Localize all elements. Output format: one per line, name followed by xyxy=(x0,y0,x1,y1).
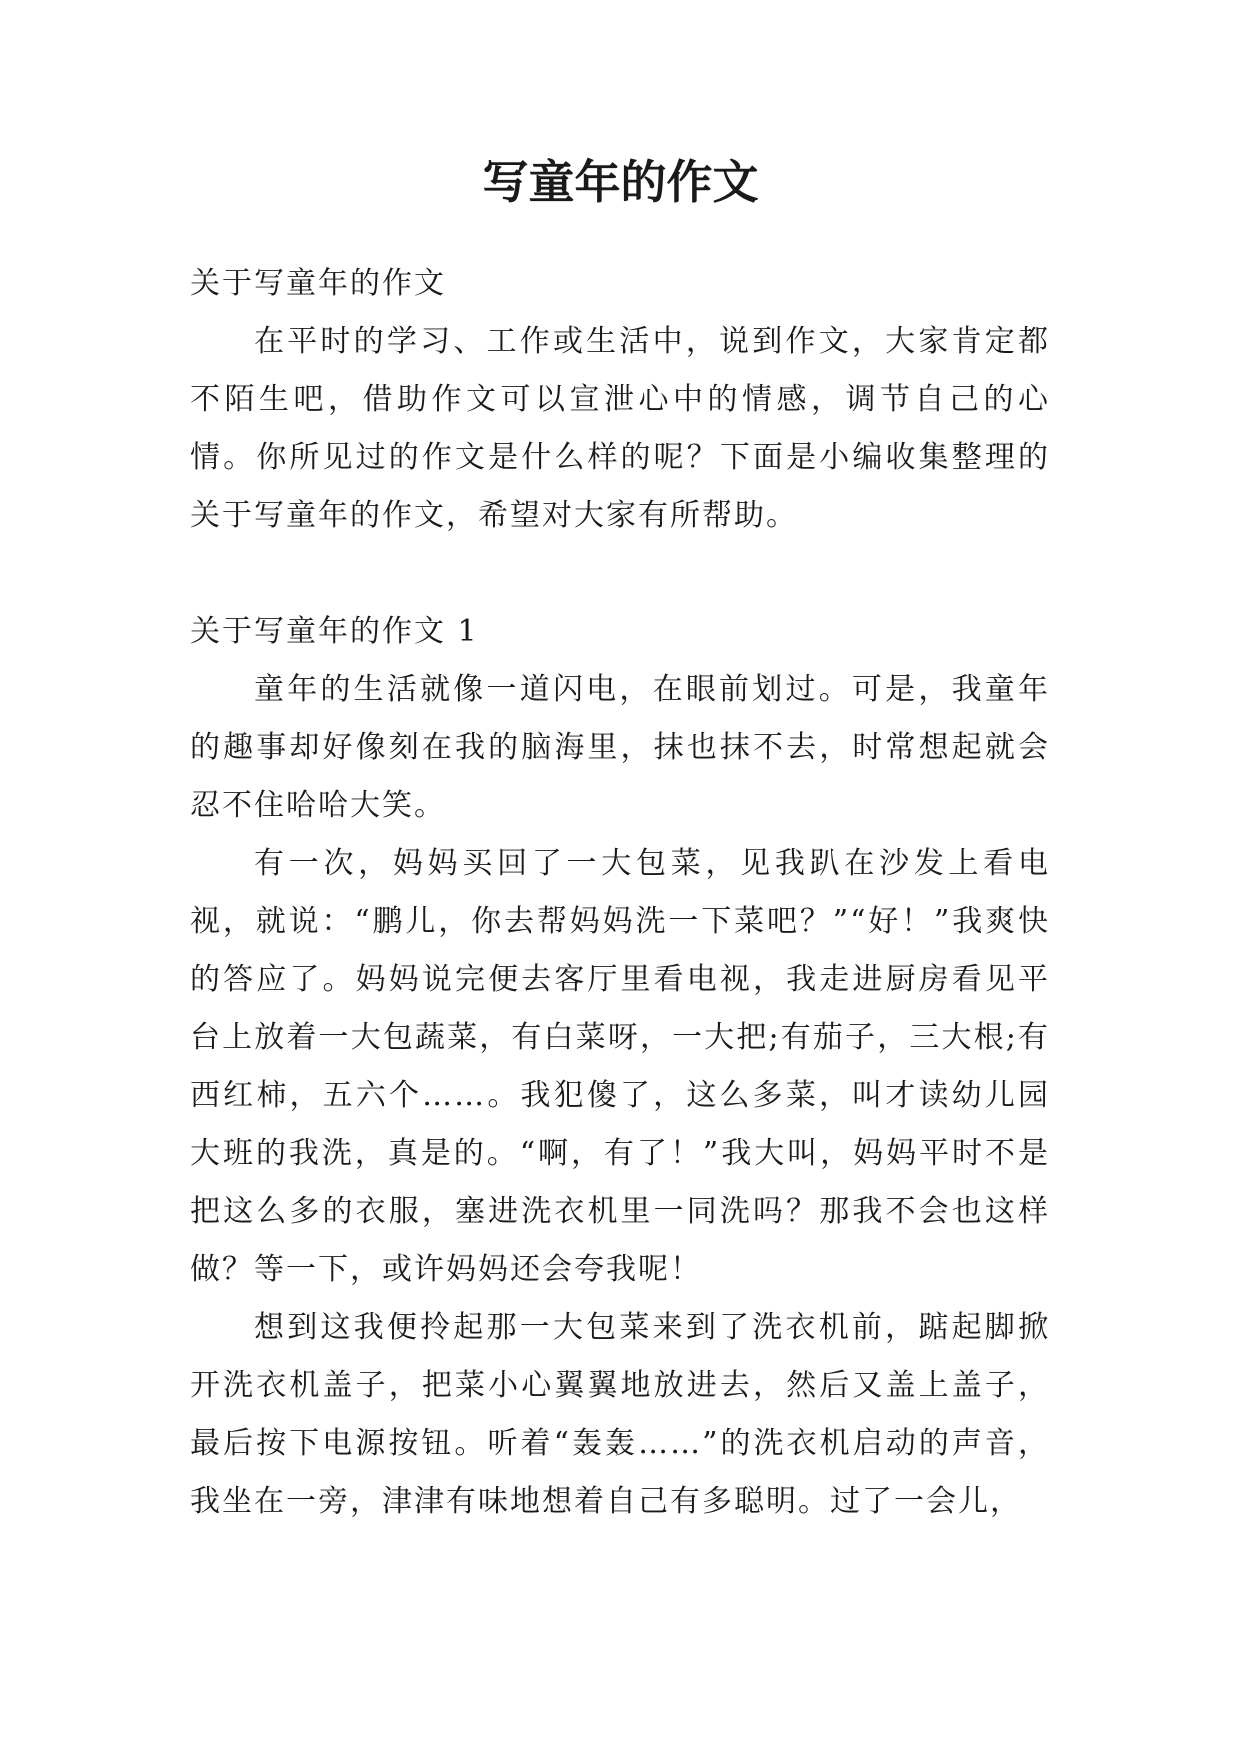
intro-paragraph: 在平时的学习、工作或生活中，说到作文，大家肯定都不陌生吧，借助作文可以宣泄心中的情感，调节自己的心情。你所见过的作文是什么样的呢？下面是小编收集整理的关于写童年的作文，希望对大家有所帮助。 xyxy=(190,324,1050,533)
section1-paragraph-3: 想到这我便拎起那一大包菜来到了洗衣机前，踮起脚掀开洗衣机盖子，把菜小心翼翼地放进去，然后又盖上盖子，最后按下电源按钮。听着“轰轰……”的洗衣机启动的声音，我坐在一旁，津津有味地想着自己有多聪明。过了一会儿， xyxy=(190,1310,1050,1519)
document-body xyxy=(190,255,1050,1531)
document-title: 写童年的作文 xyxy=(482,155,759,209)
section1-heading: 关于写童年的作文 1 xyxy=(190,614,479,649)
section1-paragraph-1: 童年的生活就像一道闪电，在眼前划过。可是，我童年的趣事却好像刻在我的脑海里，抹也抹不去，时常想起就会忍不住哈哈大笑。 xyxy=(190,672,1050,823)
section1-paragraph-2: 有一次，妈妈买回了一大包菜，见我趴在沙发上看电视，就说：“鹏儿，你去帮妈妈洗一下菜吧？”“好！”我爽快的答应了。妈妈说完便去客厅里看电视，我走进厨房看见平台上放着一大包蔬菜，有白菜呀，一大把;有茄子，三大根;有西红柿，五六个……。我犯傻了，这么多菜，叫才读幼儿园大班的我洗，真是的。“啊，有了！”我大叫，妈妈平时不是把这么多的衣服，塞进洗衣机里一同洗吗？那我不会也这样做？等一下，或许妈妈还会夸我呢！ xyxy=(190,846,1050,1287)
section-spacer xyxy=(190,545,1050,603)
intro-heading: 关于写童年的作文 xyxy=(190,266,446,301)
